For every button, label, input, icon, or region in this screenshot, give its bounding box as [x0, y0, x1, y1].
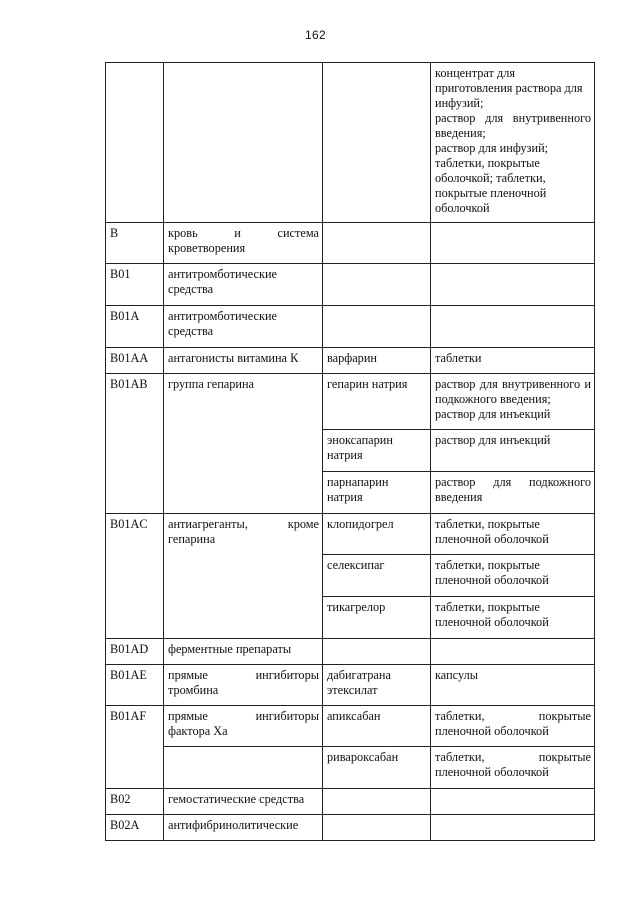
group-name-cell: гемостатические средства	[164, 789, 323, 815]
group-name-cell: антитромботические средства	[164, 306, 323, 348]
dosage-forms-cell	[431, 348, 595, 374]
dosage-form-line: раствор для подкожного введения	[435, 475, 591, 504]
group-name-cell	[164, 63, 323, 223]
drug-name-cell	[323, 63, 431, 223]
drug-name-cell	[323, 815, 431, 841]
drug-name-cell: клопидогрел	[323, 514, 431, 555]
dosage-forms-cell	[431, 514, 595, 555]
atc-code-cell: B01AE	[106, 665, 164, 706]
atc-code-cell	[106, 63, 164, 223]
dosage-forms-cell	[431, 306, 595, 348]
dosage-forms-cell	[431, 374, 595, 430]
atc-code-cell: B02	[106, 789, 164, 815]
dosage-forms-cell	[431, 555, 595, 597]
table-row	[106, 747, 595, 789]
page-number: 162	[305, 28, 326, 42]
dosage-form-line: таблетки	[435, 351, 482, 365]
dosage-forms-cell	[431, 815, 595, 841]
drug-name-cell: варфарин	[323, 348, 431, 374]
group-name-cell	[164, 747, 323, 789]
atc-code-cell: B01	[106, 264, 164, 306]
dosage-forms-cell	[431, 639, 595, 665]
drug-name-cell	[323, 264, 431, 306]
dosage-form-line: концентрат для приготовления раствора для инфузий;	[435, 66, 583, 110]
table-row	[106, 63, 595, 223]
atc-code-cell: B01A	[106, 306, 164, 348]
dosage-forms-cell	[431, 597, 595, 639]
dosage-forms-cell	[431, 789, 595, 815]
table-row	[106, 223, 595, 264]
atc-code-cell: B01AD	[106, 639, 164, 665]
table-row	[106, 264, 595, 306]
table-row	[106, 639, 595, 665]
drug-name-cell: эноксапарин натрия	[323, 430, 431, 472]
drug-name-cell: тикагрелор	[323, 597, 431, 639]
drug-name-cell: гепарин натрия	[323, 374, 431, 430]
atc-code-cell: B01AB	[106, 374, 164, 514]
table-row	[106, 306, 595, 348]
dosage-form-line: таблетки, покрытые пленочной оболочкой	[435, 558, 549, 587]
drug-name-cell	[323, 789, 431, 815]
table-row	[106, 665, 595, 706]
dosage-forms-cell	[431, 706, 595, 747]
table-row	[106, 374, 595, 430]
group-name-cell: антитромботические средства	[164, 264, 323, 306]
dosage-form-line: раствор для инъекций	[435, 433, 551, 447]
drug-name-cell	[323, 306, 431, 348]
dosage-forms-cell	[431, 430, 595, 472]
drug-name-cell	[323, 639, 431, 665]
group-name-cell: ферментные препараты	[164, 639, 323, 665]
atc-code-cell: B01AA	[106, 348, 164, 374]
table-row	[106, 706, 595, 747]
dosage-form-line: раствор для инъекций	[435, 407, 551, 421]
dosage-form-line: раствор для инфузий;	[435, 141, 549, 155]
table-row	[106, 815, 595, 841]
atc-code-cell: B01AF	[106, 706, 164, 789]
group-name-cell: антифибринолитические	[164, 815, 323, 841]
drug-name-cell	[323, 223, 431, 264]
drug-name-cell: ривароксабан	[323, 747, 431, 789]
group-name-cell: антагонисты витамина К	[164, 348, 323, 374]
group-name-cell: кровь и система кроветворения	[164, 223, 323, 264]
drug-name-cell: апиксабан	[323, 706, 431, 747]
dosage-form-line: таблетки, покрытые пленочной оболочкой	[435, 517, 549, 546]
drug-classification-table	[105, 62, 595, 841]
dosage-form-line: таблетки, покрытые пленочной оболочкой	[435, 709, 591, 738]
group-name-cell: прямые ингибиторы тромбина	[164, 665, 323, 706]
atc-code-cell: B01AC	[106, 514, 164, 639]
dosage-form-line: раствор для внутривенного и подкожного введения;	[435, 377, 591, 406]
dosage-form-line: таблетки, покрытые пленочной оболочкой	[435, 750, 591, 779]
dosage-forms-cell	[431, 264, 595, 306]
group-name-cell: прямые ингибиторы фактора Ха	[164, 706, 323, 747]
group-name-cell: антиагреганты, кроме гепарина	[164, 514, 323, 639]
dosage-forms-cell	[431, 63, 595, 223]
dosage-form-line: таблетки, покрытые оболочкой; таблетки, покрытые пленочной оболочкой	[435, 156, 547, 215]
dosage-forms-cell	[431, 223, 595, 264]
dosage-forms-cell	[431, 747, 595, 789]
atc-code-cell: B	[106, 223, 164, 264]
dosage-form-line: таблетки, покрытые пленочной оболочкой	[435, 600, 549, 629]
drug-name-cell: парнапарин натрия	[323, 472, 431, 514]
atc-code-cell: B02A	[106, 815, 164, 841]
dosage-forms-cell	[431, 472, 595, 514]
drug-name-cell: дабигатрана этексилат	[323, 665, 431, 706]
table-row	[106, 514, 595, 555]
dosage-form-line: раствор для внутривенного введения;	[435, 111, 591, 140]
dosage-form-line: капсулы	[435, 668, 478, 682]
drug-name-cell: селексипаг	[323, 555, 431, 597]
dosage-forms-cell	[431, 665, 595, 706]
table-row	[106, 789, 595, 815]
table-row	[106, 348, 595, 374]
group-name-cell: группа гепарина	[164, 374, 323, 514]
